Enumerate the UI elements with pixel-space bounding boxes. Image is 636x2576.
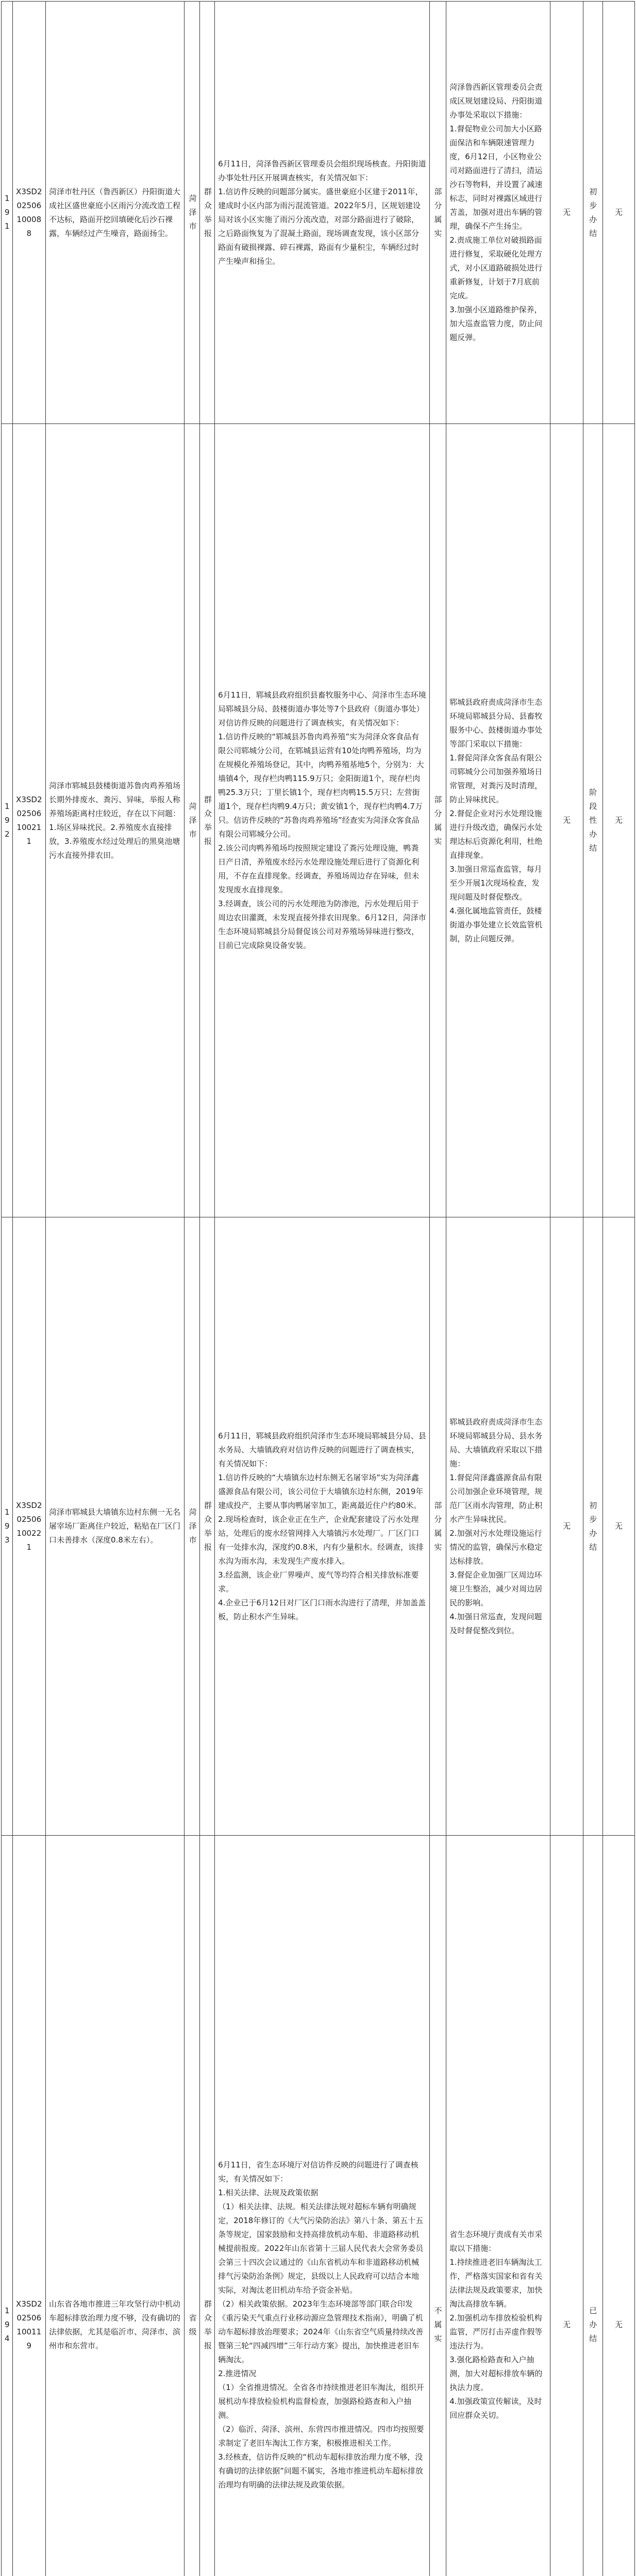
table-row: [2, 1217, 635, 1836]
table-row: [2, 1836, 635, 2576]
accountability-cell: [550, 1836, 583, 2576]
findings-cell: 6月11日，郓城县政府组织县畜牧服务中心、菏泽市生态环境局郓城县分局、鼓楼街道办事处等7个县政府（街道办事处）对信访件反映的问题进行了调查核实，有关情况如下： 1.信访件反映的“郓城县苏鲁肉鸡养殖”实为菏泽众客食品有限公司郓城分公司，在郓城县运营有10处肉鸭养殖场，均为在规模化养殖场登记，其中，肉鸭养殖基地5个，分别为：大墙镇4个，现存栏肉鸭115.9万只；金阳街道1个，现存栏肉鸭25.3万只；丁里长镇1个，现存栏肉鸭15.5万只；左营街道1个，现存栏肉鸭9.4万只；黄安镇1个，现存栏肉鸭4.7万只。信访件反映的“苏鲁肉鸡养殖场”经查实为菏泽众客食品有限公司郓城分公司。 2.该公司肉鸭养殖场均按照规定建设了粪污处理设施，鸭粪日产日清，养殖废水经污水处理设施处理后进行了资源化利用，不存在直排现象。经调查，养殖场周边存在异味，但未发现废水直排现象。 3.经调查，该公司的污水处理池为防渗池，污水处理后用于周边农田灌溉，未发现直接外排农田现象。6月12日，菏泽市生态环境局郓城县分局督促该公司对养殖场异味进行整改，目前已完成除臭设备安装。: [215, 424, 430, 1217]
case-code: X3SD202506100221: [12, 1217, 46, 1836]
type-text: 群众举报: [204, 1500, 212, 1552]
region-cell: [184, 424, 199, 1217]
case-code: X3SD202506100211: [12, 424, 46, 1217]
extra-text: 无: [615, 2320, 623, 2329]
issue-cell: 菏泽市牡丹区（鲁西新区）丹阳街道大成社区盛世豪庭小区雨污分流改造工程不达标，路面开挖回填硬化后沙石裸露，车辆经过产生噪音，路面扬尘。: [46, 2, 185, 424]
status-text: 阶段性办结: [589, 788, 597, 853]
type-cell: [199, 2, 215, 424]
issue-cell: 菏泽市郓城县大墙镇东边村东侧一无名屠宰场厂距离住户较近，粘贴在厂区门口未善排水（深度0.8米左右）。: [46, 1217, 185, 1836]
region-cell: [184, 2, 199, 424]
row-index: 193: [2, 1217, 13, 1836]
table-row: [2, 2, 635, 424]
row-index: 192: [2, 424, 13, 1217]
region-text: 菏泽市: [189, 194, 197, 231]
issue-cell: 山东省各地市推进三年攻坚行动中机动车超标排放治理力度不够，没有确切的法律依据，尤其是临沂市、菏泽市、滨州市和东营市。: [46, 1836, 185, 2576]
measures-cell: 菏泽鲁西新区管理委员会责成区规划建设局、丹阳街道办事处采取以下措施： 1.督促物业公司加大小区路面保洁和车辆限速管理力度，6月12日，小区物业公司对路面进行了清扫，清运沙石等物料，并设置了减速标志，同时对裸露区域进行苫盖，加强对进出车辆的管理，确保不产生扬尘。 2.责成施工单位对破损路面进行修复，采取硬化处理方式，对小区道路破损处进行重新修复，计划于7月底前完成。 3.加强小区道路维护保养，加大巡查监管力度，防止问题反弹。: [446, 2, 550, 424]
type-cell: [199, 1836, 215, 2576]
status-cell: [583, 1217, 603, 1836]
status-cell: [583, 1836, 603, 2576]
tag-text: 部分属实: [434, 187, 442, 238]
table-row: [2, 424, 635, 1217]
tag-cell: [429, 1217, 446, 1836]
row-index: 191: [2, 2, 13, 424]
case-code: X3SD202506100119: [12, 1836, 46, 2576]
case-code: X3SD202506100088: [12, 2, 46, 424]
tag-cell: [429, 424, 446, 1217]
extra-cell: [603, 1217, 635, 1836]
complaint-table: [1, 1, 635, 2576]
region-cell: [184, 1836, 199, 2576]
accountability-text: 无: [563, 1521, 571, 1531]
type-text: 群众举报: [204, 794, 212, 846]
accountability-cell: [550, 2, 583, 424]
issue-cell: 菏泽市郓城县鼓楼街道苏鲁肉鸡养殖场长期外排废水、粪污、异味，举报人称养殖场距离村庄较近，存在以下问题：1.场区异味扰民。2.养殖废水直接排放，3.养殖废水经过处理后的黑臭池塘污水直接外排农田。: [46, 424, 185, 1217]
findings-cell: 6月11日，郓城县政府组织菏泽市生态环境局郓城县分局、县水务局、大墙镇政府对信访件反映的问题进行了调查核实，有关情况如下： 1.信访件反映的“大墙镇东边村东侧无名屠宰场”实为菏泽鑫盛源食品有限公司，该公司位于大墙镇东边村东侧，2019年建成投产，主要从事肉鸭屠宰加工，距离最近住户约80米。 2.现场检查时，该企业正在生产，企业配套建设了污水处理站，处理后的废水经管网排入大墙镇污水处理厂。厂区门口有一处排水沟，深度约0.8米，内有少量积水。经调查，该排水沟为雨水沟，未发现生产废水排入。 3.经监测，该企业厂界噪声、废气等均符合相关排放标准要求。 4.企业已于6月12日对厂区门口雨水沟进行了清理，并加盖盖板，防止积水产生异味。: [215, 1217, 430, 1836]
row-index: 194: [2, 1836, 13, 2576]
accountability-text: 无: [563, 208, 571, 217]
region-text: 菏泽市: [189, 802, 197, 839]
status-cell: [583, 2, 603, 424]
region-text: 省级: [189, 2313, 197, 2336]
status-text: 已办结: [589, 2306, 597, 2343]
extra-text: 无: [615, 1521, 623, 1531]
type-cell: [199, 1217, 215, 1836]
accountability-text: 无: [563, 2320, 571, 2329]
type-cell: [199, 424, 215, 1217]
accountability-cell: [550, 424, 583, 1217]
tag-text: 不属实: [434, 2306, 442, 2343]
accountability-cell: [550, 1217, 583, 1836]
type-text: 群众举报: [204, 187, 212, 238]
extra-text: 无: [615, 208, 623, 217]
status-cell: [583, 424, 603, 1217]
measures-cell: 郓城县政府责成菏泽市生态环境局郓城县分局、县畜牧服务中心、鼓楼街道办事处等部门采取以下措施： 1.督促菏泽众客食品有限公司郓城分公司加强养殖场日常管理，对粪污及时清理，防止异味扰民。 2.督促企业对污水处理设施进行升级改造，确保污水处理达标后资源化利用，杜绝直排现象。 3.加强日常巡查监管，每月至少开展1次现场检查，发现问题及时督促整改。 4.强化属地监管责任，鼓楼街道办事处建立长效监管机制，防止问题反弹。: [446, 424, 550, 1217]
tag-cell: [429, 1836, 446, 2576]
accountability-text: 无: [563, 816, 571, 825]
region-text: 菏泽市: [189, 1507, 197, 1545]
tag-text: 部分属实: [434, 794, 442, 846]
extra-cell: [603, 1836, 635, 2576]
tag-text: 部分属实: [434, 1500, 442, 1552]
extra-cell: [603, 2, 635, 424]
measures-cell: 省生态环境厅责成有关市采取以下措施： 1.持续推进老旧车辆淘汰工作，严格落实国家和省有关法律法规及政策要求，加快淘汰高排放车辆。 2.加强机动车排放检验机构监管，严厉打击弄虚作假等违法行为。 3.强化路检路查和入户抽测，加大对超标排放车辆的执法力度。 4.加强政策宣传解读，及时回应群众关切。: [446, 1836, 550, 2576]
extra-text: 无: [615, 816, 623, 825]
tag-cell: [429, 2, 446, 424]
status-text: 初步办结: [589, 187, 597, 238]
region-cell: [184, 1217, 199, 1836]
extra-cell: [603, 424, 635, 1217]
type-text: 群众举报: [204, 2299, 212, 2350]
measures-cell: 郓城县政府责成菏泽市生态环境局郓城县分局、县水务局、大墙镇政府采取以下措施： 1.督促菏泽鑫盛源食品有限公司加强企业环境管理，规范厂区雨水沟管理，防止积水产生异味扰民。 2.加强对污水处理设施运行情况的监管，确保污水稳定达标排放。 3.督促企业加强厂区周边环境卫生整治，减少对周边居民的影响。 4.加强日常巡查，发现问题及时督促整改到位。: [446, 1217, 550, 1836]
findings-cell: 6月11日，菏泽鲁西新区管理委员会组织现场核查。丹阳街道办事处牡丹区开展调查核实，有关情况如下： 1.信访件反映的问题部分属实。盛世豪庭小区建于2011年，建成时小区内部为雨污混流管道。2022年5月，区规划建设局对该小区实施了雨污分流改造，对部分路面进行了破除，之后路面恢复为了混凝土路面，现场调查发现，该小区部分路面有破损裸露、碎石裸露，路面有少量积尘，车辆经过时产生噪声和扬尘。: [215, 2, 430, 424]
findings-cell: 6月11日，省生态环境厅对信访件反映的问题进行了调查核实，有关情况如下： 1.相关法律、法规及政策依据 （1）相关法律、法规。相关法律法规对超标车辆有明确规定，2018年修订的《大气污染防治法》第八十条、第五十五条等规定，国家鼓励和支持高排放机动车船、非道路移动机械提前报废。2022年山东省第十三届人民代表大会常务委员会第三十四次会议通过的《山东省机动车和非道路移动机械排气污染防治条例》规定，县级以上人民政府可以结合本地实际，对淘汰老旧机动车给予资金补贴。 （2）相关政策依据。2023年生态环境部等部门联合印发《重污染天气重点行业移动源应急管理技术指南》，明确了机动车超标排放治理要求；2024年《山东省空气质量持续改善暨第三轮“四减四增”三年行动方案》提出，加快推进老旧车辆淘汰。 2.推进情况 （1）全省推进情况。全省各市持续推进老旧车淘汰，组织开展机动车排放检验机构监督检查，加强路检路查和入户抽测。 （2）临沂、菏泽、滨州、东营四市推进情况。四市均按照要求制定了老旧车淘汰工作方案，积极推进相关工作。 3.经核查，信访件反映的“机动车超标排放治理力度不够，没有确切的法律依据”问题不属实，各地市推进机动车超标排放治理均有明确的法律法规及政策依据。: [215, 1836, 430, 2576]
status-text: 初步办结: [589, 1500, 597, 1552]
